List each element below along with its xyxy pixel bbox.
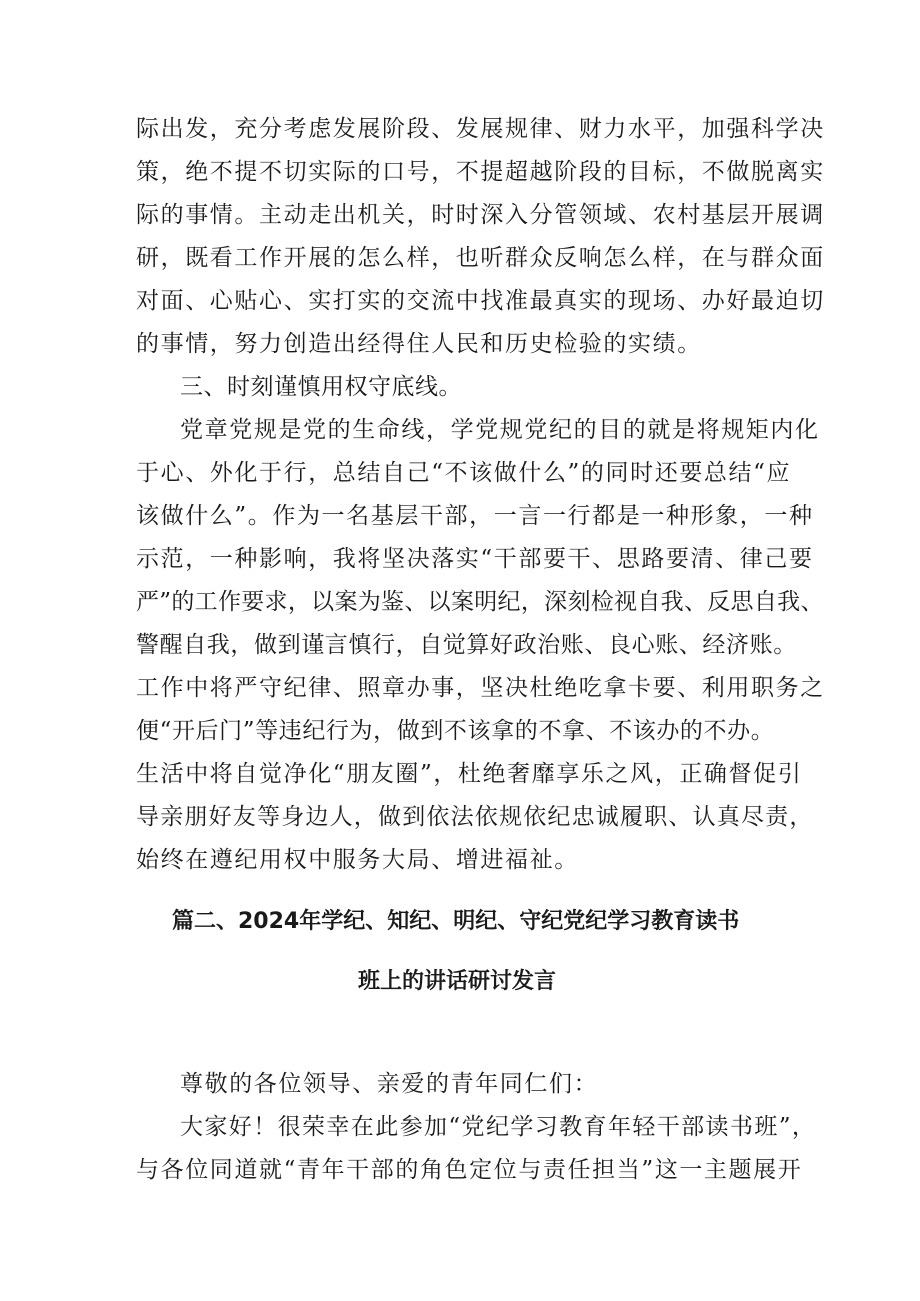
- salutation: 尊敬的各位领导、亲爱的青年同仁们：: [180, 1071, 599, 1097]
- paragraph-line: 研，既看工作开展的怎么样，也听群众反响怎么样，在与群众面: [136, 245, 825, 271]
- paragraph-line: 生活中将自觉净化“朋友圈”，杜绝奢靡享乐之风，正确督促引: [136, 761, 803, 787]
- article-title-line2: 班上的讲话研讨发言: [358, 969, 557, 994]
- paragraph-line: 际的事情。主动走出机关，时时深入分管领域、农村基层开展调: [136, 202, 825, 228]
- paragraph-line: 大家好！很荣幸在此参加“党纪学习教育年轻干部读书班”，: [180, 1114, 817, 1140]
- paragraph-line: 严”的工作要求，以案为鉴、以案明纪，深刻检视自我、反思自我、: [136, 589, 824, 615]
- paragraph-line: 策，绝不提不切实际的口号，不提超越阶段的目标，不做脱离实: [136, 159, 825, 185]
- paragraph-line: 于心、外化于行，总结自己“不该做什么”的同时还要总结“应: [136, 460, 792, 486]
- paragraph-line: 导亲朋好友等身边人，做到依法依规依纪忠诚履职、认真尽责，: [136, 804, 814, 830]
- paragraph-line: 对面、心贴心、实打实的交流中找准最真实的现场、办好最迫切: [136, 288, 825, 314]
- paragraph-line: 警醒自我，做到谨言慎行，自觉算好政治账、良心账、经济账。: [136, 632, 797, 658]
- article-title: 篇二、2024年学纪、知纪、明纪、守纪党纪学习教育读书: [172, 909, 740, 934]
- section-heading: 三、时刻谨慎用权守底线。: [180, 374, 462, 400]
- paragraph-line: 示范，一种影响，我将坚决落实“干部要干、思路要清、律己要: [136, 546, 814, 572]
- paragraph-line: 际出发，充分考虑发展阶段、发展规律、财力水平，加强科学决: [136, 116, 825, 142]
- paragraph-line: 便“开后门”等违纪行为，做到不该拿的不拿、不该办的不办。: [136, 718, 775, 744]
- paragraph-line: 党章党规是党的生命线，学党规党纪的目的就是将规矩内化: [180, 417, 820, 443]
- paragraph-line: 始终在遵纪用权中服务大局、增进福祉。: [136, 847, 579, 873]
- paragraph-line: 与各位同道就“青年干部的角色定位与责任担当”这一主题展开: [136, 1157, 803, 1183]
- paragraph-line: 工作中将严守纪律、照章办事，坚决杜绝吃拿卡要、利用职务之: [136, 675, 825, 701]
- paragraph-line: 该做什么”。作为一名基层干部，一言一行都是一种形象，一种: [136, 503, 814, 529]
- paragraph-line: 的事情，努力创造出经得住人民和历史检验的实绩。: [136, 331, 702, 357]
